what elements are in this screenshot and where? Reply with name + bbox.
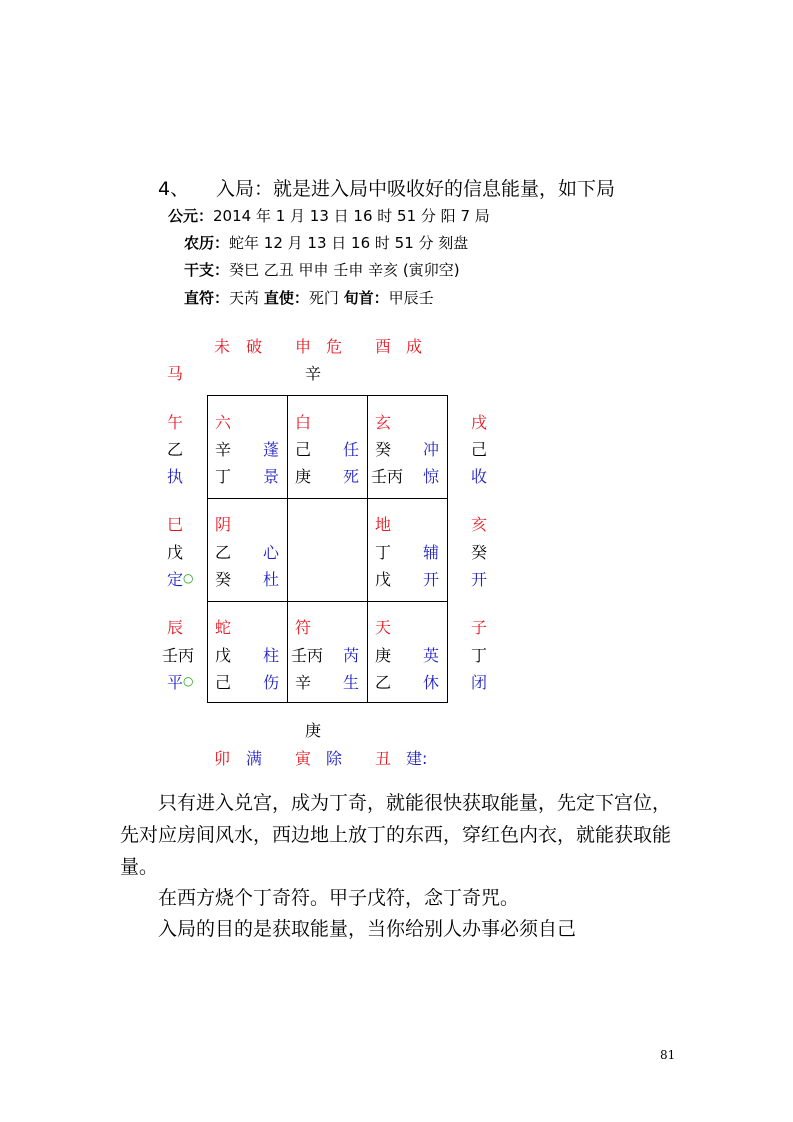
palace-door: 杜 [263,570,280,589]
grid-line [207,395,447,396]
bottom-label: 满 [246,749,263,768]
palace-god: 符 [295,618,312,637]
grid-line [207,498,447,499]
palace-star: 柱 [263,646,280,665]
paragraph-line: 量。 [120,856,159,878]
left-officer: 定 [167,570,184,589]
ganzhi-value: 癸巳 乙丑 甲申 壬申 辛亥 (寅卯空) [229,261,460,279]
right-officer: 闭 [471,673,488,692]
palace-door: 死 [343,467,360,486]
section-number: 4、 [158,178,190,200]
paragraph-line: 先对应房间风水，西边地上放丁的东西，穿红色内衣，就能获取能 [120,824,672,846]
paragraph-line: 入局的目的是获取能量，当你给别人办事必须自己 [158,918,577,940]
palace-god: 六 [215,413,232,432]
top-label: 危 [326,337,343,356]
zhifu-value: 天芮 [229,289,260,307]
section-heading: 入局：就是进入局中吸收好的信息能量，如下局 [216,178,616,200]
right-officer: 收 [471,467,488,486]
bottom-stem: 庚 [305,721,322,740]
palace-stem: 辛 [215,440,232,459]
palace-stem: 己 [215,673,232,692]
palace-stem: 癸 [375,440,392,459]
left-stem: 戊 [167,543,184,562]
palace-star: 英 [423,646,440,665]
palace-door: 伤 [263,673,280,692]
bottom-label: 寅 [295,749,312,768]
bottom-label: 除 [326,749,343,768]
top-label: 未 [214,337,231,356]
grid-line [287,395,288,703]
palace-stem: 庚 [375,646,392,665]
palace-god: 天 [375,618,392,637]
palace-door: 休 [423,673,440,692]
zhifu-line [184,287,434,308]
palace-stem: 乙 [215,543,232,562]
palace-stem: 癸 [215,570,232,589]
palace-god: 玄 [375,413,392,432]
bottom-label: 丑 [375,749,392,768]
left-branch: 巳 [167,515,184,534]
palace-star: 芮 [343,646,360,665]
top-label: 酉 [375,337,392,356]
palace-god: 蛇 [215,618,232,637]
right-stem: 丁 [471,646,488,665]
palace-star: 心 [263,543,280,562]
left-stem: 乙 [167,440,184,459]
grid-line [447,395,448,703]
palace-stem: 戊 [215,646,232,665]
palace-stem: 庚 [295,467,312,486]
horse-label: 马 [167,364,184,383]
palace-stem: 己 [295,440,312,459]
left-officer: 执 [167,467,184,486]
palace-stem: 丁 [215,467,232,486]
right-branch: 亥 [471,515,488,534]
right-stem: 己 [471,440,488,459]
palace-door: 景 [263,467,280,486]
palace-stem: 壬丙 [291,646,324,665]
grid-line [207,395,208,703]
palace-god: 白 [295,413,312,432]
zhishi-label: 直使： [263,289,309,307]
paragraph-line: 只有进入兑宫，成为丁奇，就能很快获取能量，先定下宫位， [158,792,672,814]
top-label: 成 [406,337,423,356]
palace-stem: 戊 [375,570,392,589]
palace-star: 蓬 [263,440,280,459]
zhishi-value: 死门 [308,289,339,307]
palace-star: 任 [343,440,360,459]
right-branch: 戌 [471,413,488,432]
palace-god: 地 [375,515,392,534]
grid-line [367,395,368,703]
grid-line [207,601,447,602]
zhifu-label: 直符： [184,289,230,307]
palace-stem: 辛 [295,673,312,692]
empty-circle-icon: ○ [183,674,194,688]
palace-door: 惊 [423,467,440,486]
palace-star: 辅 [423,543,440,562]
left-stem: 壬丙 [162,646,195,665]
right-branch: 子 [471,618,488,637]
paragraph-line: 在西方烧个丁奇符。甲子戊符，念丁奇咒。 [158,887,520,909]
nongli-value: 蛇年 12 月 13 日 16 时 51 分 刻盘 [229,234,469,252]
palace-door: 生 [343,673,360,692]
palace-stem: 乙 [375,673,392,692]
gongyuan-line [168,205,490,226]
palace-star: 冲 [423,440,440,459]
right-officer: 开 [471,570,488,589]
palace-door: 开 [423,570,440,589]
nongli-label: 农历： [184,234,230,252]
top-label: 申 [295,337,312,356]
xunshou-value: 甲辰壬 [388,289,434,307]
top-label: 破 [246,337,263,356]
palace-stem: 壬丙 [371,467,404,486]
empty-circle-icon: ○ [183,571,194,585]
nongli-line [184,232,468,253]
right-stem: 癸 [471,543,488,562]
palace-stem: 丁 [375,543,392,562]
bottom-label: 建: [406,749,428,768]
grid-line [207,702,447,703]
left-officer: 平 [167,673,184,692]
ganzhi-line [184,259,460,280]
left-branch: 辰 [167,618,184,637]
bottom-label: 卯 [214,749,231,768]
gongyuan-label: 公元： [168,207,214,225]
page-number: 81 [660,1048,676,1062]
gongyuan-value: 2014 年 1 月 13 日 16 时 51 分 阳 7 局 [213,207,490,225]
xunshou-label: 旬首： [343,289,389,307]
left-branch: 午 [167,413,184,432]
ganzhi-label: 干支： [184,261,230,279]
top-stem: 辛 [305,364,322,383]
palace-god: 阴 [215,515,232,534]
